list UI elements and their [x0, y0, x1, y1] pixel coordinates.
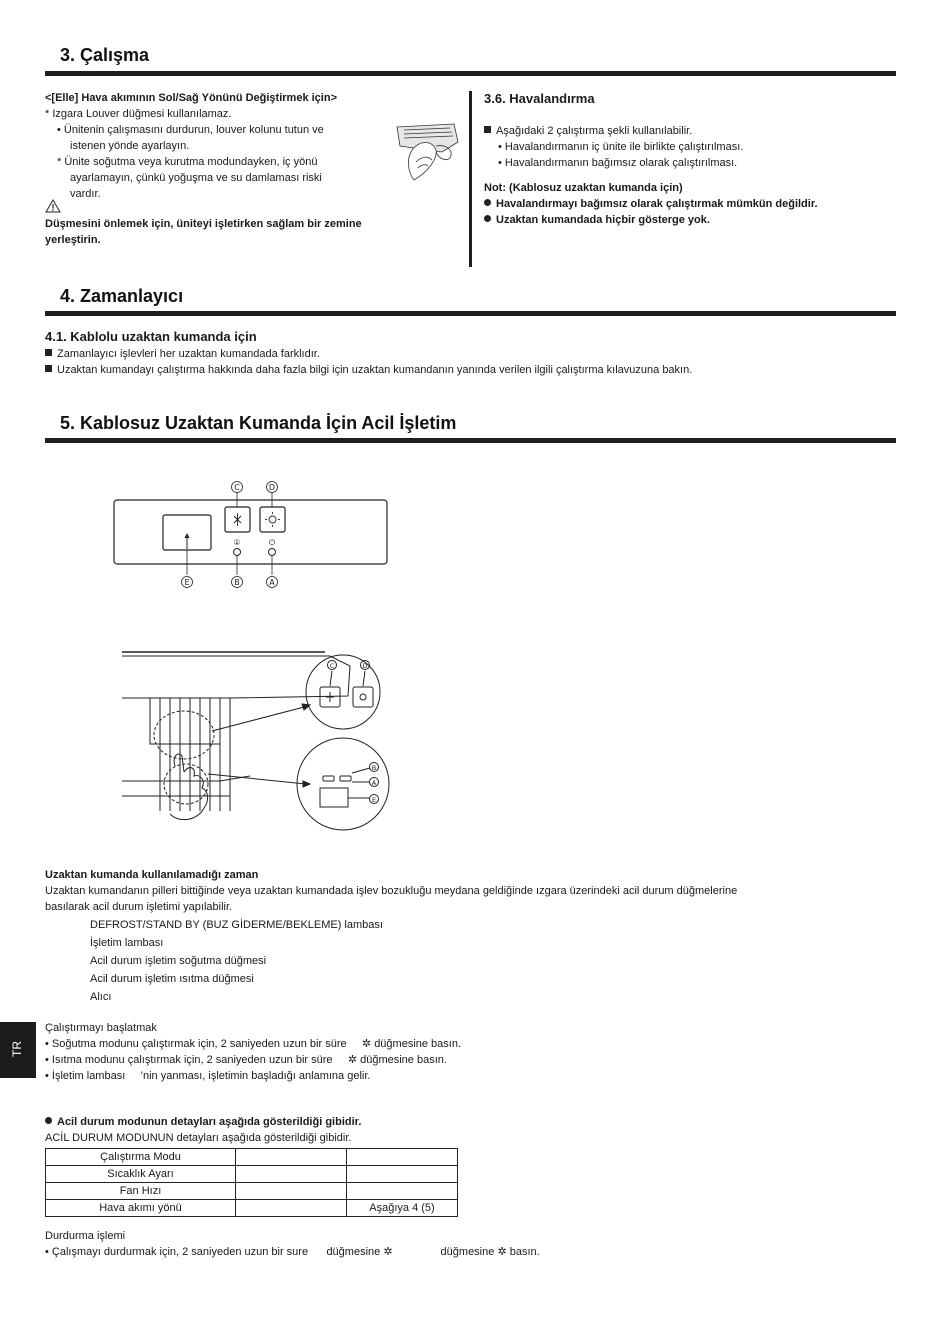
stop-line-c: düğmesine — [440, 1246, 495, 1258]
note-line-2-text: Uzaktan kumandada hiçbir gösterge yok. — [496, 214, 710, 226]
table-cell: Çalıştırma Modu — [46, 1149, 236, 1166]
section-3-rule — [45, 71, 896, 76]
inset-label-e: E — [371, 796, 377, 804]
ventilation-line-2: • Havalandırmanın iç ünite ile birlikte çalıştırılması. — [498, 141, 744, 153]
table-cell — [236, 1166, 347, 1183]
emergency-detail-upper: ACİL DURUM MODUNUN detayları aşağıda gösterildiği gibidir. — [45, 1132, 352, 1144]
language-tab — [0, 1022, 36, 1078]
start-line-2-a: • Isıtma modunu çalıştırmak için, 2 saniyeden uzun bir süre — [45, 1054, 333, 1066]
label-d: D — [268, 483, 276, 492]
timer-line-2 — [45, 362, 692, 378]
table-row — [46, 1183, 458, 1200]
heat-symbol-icon — [265, 512, 280, 527]
operation-lamp — [269, 549, 276, 556]
start-line-3 — [45, 1068, 461, 1084]
left-line-5: ayarlamayın, çünkü yoğuşma ve su damlaması riski — [70, 172, 322, 184]
table-cell — [347, 1149, 458, 1166]
round-bullet-icon — [484, 199, 491, 206]
inset-label-c: C — [329, 662, 335, 670]
table-cell — [236, 1200, 347, 1217]
timer-line-1 — [45, 346, 320, 362]
no-remote-heading: Uzaktan kumanda kullanılamadığı zaman — [45, 869, 259, 881]
stop-line-a: • Çalışmayı durdurmak için, 2 saniyeden uzun bir sure — [45, 1246, 309, 1258]
stop-line-b: düğmesine — [326, 1246, 381, 1258]
left-column — [45, 90, 425, 202]
inset-label-a: A — [371, 779, 377, 787]
column-divider — [469, 91, 472, 267]
svg-text:⏻: ⏻ — [268, 538, 276, 547]
ventilation-heading: 3.6. Havalandırma — [484, 91, 595, 106]
no-remote-para-2: basılarak acil durum işletimi yapılabilir. — [45, 901, 233, 913]
start-operation-block — [45, 1020, 461, 1084]
warning-line-2: yerleştirin. — [45, 234, 101, 246]
round-bullet-icon — [484, 215, 491, 222]
table-cell: Aşağıya 4 (5) — [347, 1200, 458, 1217]
warning-text — [45, 216, 445, 248]
label-e: E — [184, 578, 190, 587]
table-cell: Hava akımı yönü — [46, 1200, 236, 1217]
table-cell: Sıcaklık Ayarı — [46, 1166, 236, 1183]
start-line-3-b: ’nin yanması, işletimin başladığı anlamına gelir. — [140, 1070, 371, 1082]
ventilation-line-1-text: Aşağıdaki 2 çalıştırma şekli kullanılabilir. — [496, 125, 693, 137]
left-line-4: * Ünite soğutma veya kurutma modundayken, iç yönü — [57, 156, 318, 168]
heating-button — [260, 507, 285, 532]
defrost-lamp — [234, 549, 241, 556]
left-line-2: • Ünitenin çalışmasını durdurun, louver kolunu tutun ve — [57, 124, 324, 136]
timer-line-1-text: Zamanlayıcı işlevleri her uzaktan kumandada farklıdır. — [57, 348, 320, 360]
start-line-1-b: düğmesine basın. — [374, 1038, 462, 1050]
start-line-2 — [45, 1052, 461, 1068]
square-bullet-icon — [484, 126, 491, 133]
table-cell — [236, 1183, 347, 1200]
warning-triangle-icon — [45, 199, 61, 213]
start-title: Çalıştırmayı başlatmak — [45, 1022, 157, 1034]
start-line-1 — [45, 1036, 461, 1052]
left-line-6: vardır. — [70, 188, 101, 200]
label-b: B — [234, 578, 240, 587]
table-cell — [347, 1183, 458, 1200]
square-bullet-icon — [45, 349, 52, 356]
round-bullet-icon — [45, 1117, 52, 1124]
component-item-3: Acil durum işletim soğutma düğmesi — [90, 955, 267, 967]
ventilation-line-1 — [484, 123, 894, 139]
section-4-title: 4. Zamanlayıcı — [60, 286, 184, 306]
start-line-3-a: • İşletim lambası — [45, 1070, 126, 1082]
svg-text:①: ① — [233, 538, 241, 547]
left-heading: <[Elle] Hava akımının Sol/Sağ Yönünü Değiştirmek için> — [45, 92, 337, 104]
emergency-panel-diagram — [100, 475, 400, 595]
table-cell — [347, 1166, 458, 1183]
note-heading: Not: (Kablosuz uzaktan kumanda için) — [484, 182, 683, 194]
unit-emergency-illustration — [120, 636, 410, 836]
table-cell — [236, 1149, 347, 1166]
component-item-5: Alıcı — [90, 991, 112, 1003]
heat-symbol-icon: ✲ — [347, 1054, 358, 1066]
right-column — [484, 91, 894, 228]
note-line-1-text: Havalandırmayı bağımsız olarak çalıştırmak mümkün değildir. — [496, 198, 818, 210]
section-5-rule — [45, 438, 896, 443]
stop-line — [45, 1244, 540, 1260]
emergency-detail-heading-text: Acil durum modunun detayları aşağıda gösterildiği gibidir. — [57, 1116, 362, 1128]
section-3-title: 3. Çalışma — [60, 45, 150, 65]
table-cell: Fan Hızı — [46, 1183, 236, 1200]
label-c: C — [234, 483, 240, 492]
ventilation-line-3: • Havalandırmanın bağımsız olarak çalıştırılması. — [498, 157, 738, 169]
inset-label-b: B — [371, 764, 377, 772]
heat-symbol-icon: ✲ — [497, 1246, 507, 1258]
warning-line-1: Düşmesini önlemek için, üniteyi işletirken sağlam bir zemine — [45, 218, 362, 230]
start-line-2-b: düğmesine basın. — [360, 1054, 447, 1066]
left-line-1: * Izgara Louver düğmesi kullanılamaz. — [45, 108, 232, 120]
emergency-detail-heading — [45, 1114, 361, 1130]
cool-symbol-icon — [234, 513, 241, 526]
timer-subheading: 4.1. Kablolu uzaktan kumanda için — [45, 329, 257, 344]
note-line-1 — [484, 196, 894, 212]
cool-symbol-icon: ✲ — [383, 1246, 393, 1258]
language-tab-label: TR — [10, 1041, 24, 1057]
cool-symbol-icon: ✲ — [361, 1038, 372, 1050]
start-line-1-a: • Soğutma modunu çalıştırmak için, 2 saniyeden uzun bir süre — [45, 1038, 347, 1050]
label-a: A — [269, 578, 275, 587]
section-4-rule — [45, 311, 896, 316]
note-line-2 — [484, 212, 894, 228]
stop-title: Durdurma işlemi — [45, 1230, 126, 1242]
section-5-title: 5. Kablosuz Uzaktan Kumanda İçin Acil İşletim — [60, 413, 457, 433]
table-row — [46, 1149, 458, 1166]
table-row — [46, 1200, 458, 1217]
component-item-1: DEFROST/STAND BY (BUZ GİDERME/BEKLEME) lambası — [90, 919, 383, 931]
table-row — [46, 1166, 458, 1183]
component-item-4: Acil durum işletim ısıtma düğmesi — [90, 973, 254, 985]
component-list — [90, 916, 383, 1006]
component-item-2: İşletim lambası — [90, 937, 164, 949]
inset-label-d: D — [362, 662, 368, 670]
left-line-3: istenen yönde ayarlayın. — [70, 140, 190, 152]
emergency-mode-table — [45, 1148, 458, 1217]
timer-line-2-text: Uzaktan kumandayı çalıştırma hakkında daha fazla bilgi için uzaktan kumandanın yanında verilen ilgili çalıştırma kılavuzuna bakın. — [57, 364, 693, 376]
no-remote-para-1: Uzaktan kumandanın pilleri bittiğinde veya uzaktan kumandada işlev bozukluğu meydana geldiğinde ızgara üzerindeki acil durum düğmelerine — [45, 885, 738, 897]
louver-hand-illustration — [392, 122, 462, 184]
square-bullet-icon — [45, 365, 52, 372]
stop-line-d: basın. — [509, 1246, 540, 1258]
